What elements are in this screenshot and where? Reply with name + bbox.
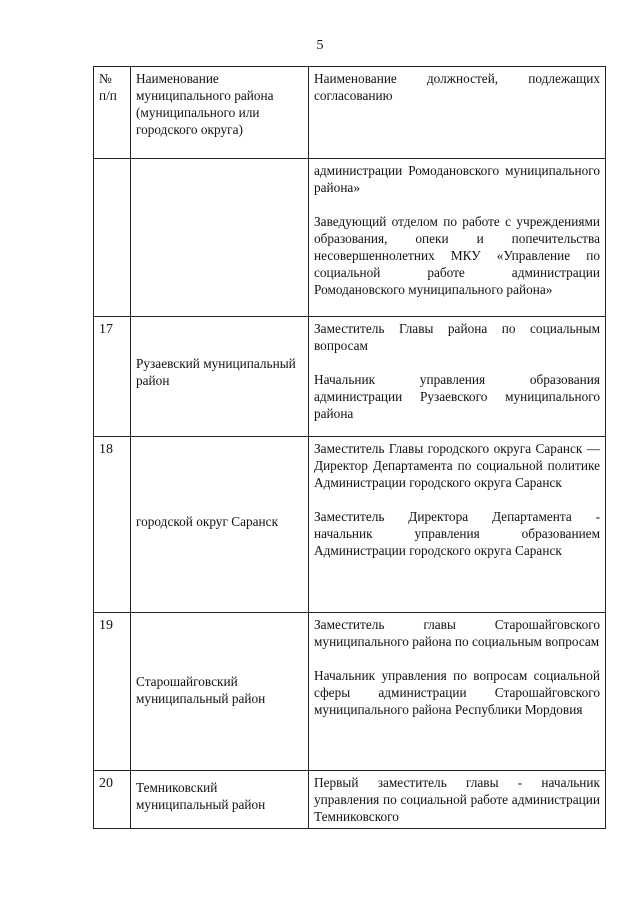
- row-district: городской округ Саранск: [136, 514, 279, 529]
- header-district: Наименование муниципального района (муниципального или городского округа): [131, 67, 309, 159]
- position-text: Начальник управления образования администрации Рузаевского муниципального района: [314, 372, 600, 421]
- position-text: администрации Ромодановского муниципального района»: [314, 163, 600, 195]
- row-district-cell: [131, 771, 309, 829]
- position-text: Начальник управления по вопросам социальной сферы администрации Старошайговского муниципального района Республики Мордовия: [314, 668, 600, 717]
- table-header-row: [94, 67, 606, 159]
- position-text: Заместитель Главы городского округа Саранск — Директор Департамента по социальной политике Администрации городского округа Саранск: [314, 441, 600, 490]
- table-row: [94, 159, 606, 317]
- row-number: 17: [94, 317, 131, 437]
- position-text: Заместитель Директора Департамента - начальник управления образованием Администрации городского округа Саранск: [314, 509, 600, 558]
- header-num: № п/п: [94, 67, 131, 159]
- position-text: Заместитель Главы района по социальным вопросам: [314, 321, 600, 353]
- row-district: [131, 159, 309, 317]
- table-row: [94, 613, 606, 771]
- table-row: [94, 437, 606, 613]
- row-district: Старошайговский муниципальный район: [136, 674, 266, 706]
- row-district-cell: [131, 437, 309, 613]
- position-text: Первый заместитель главы - начальник управления по социальной работе администрации Темниковского: [314, 775, 600, 824]
- positions-table: [93, 66, 606, 829]
- table-row: [94, 317, 606, 437]
- table-row: [94, 771, 606, 829]
- row-number: [94, 159, 131, 317]
- page-number: 5: [316, 38, 324, 53]
- row-number: 18: [94, 437, 131, 613]
- position-text: Заведующий отделом по работе с учреждениями образования, опеки и попечительства несовершеннолетних МКУ «Управление по социальной работе администрации Ромодановского муниципального района»: [314, 214, 600, 297]
- row-district-cell: [131, 613, 309, 771]
- header-positions: Наименование должностей, подлежащих согласованию: [309, 67, 606, 159]
- row-district-cell: [131, 317, 309, 437]
- row-district: Рузаевский муниципальный район: [136, 356, 296, 388]
- row-district: Темниковский муниципальный район: [136, 780, 266, 812]
- row-number: 20: [94, 771, 131, 829]
- position-text: Заместитель главы Старошайговского муниципального района по социальным вопросам: [314, 617, 600, 649]
- row-positions: [309, 437, 606, 613]
- row-number: 19: [94, 613, 131, 771]
- row-positions: [309, 771, 606, 829]
- row-positions: [309, 613, 606, 771]
- row-positions: [309, 159, 606, 317]
- row-positions: [309, 317, 606, 437]
